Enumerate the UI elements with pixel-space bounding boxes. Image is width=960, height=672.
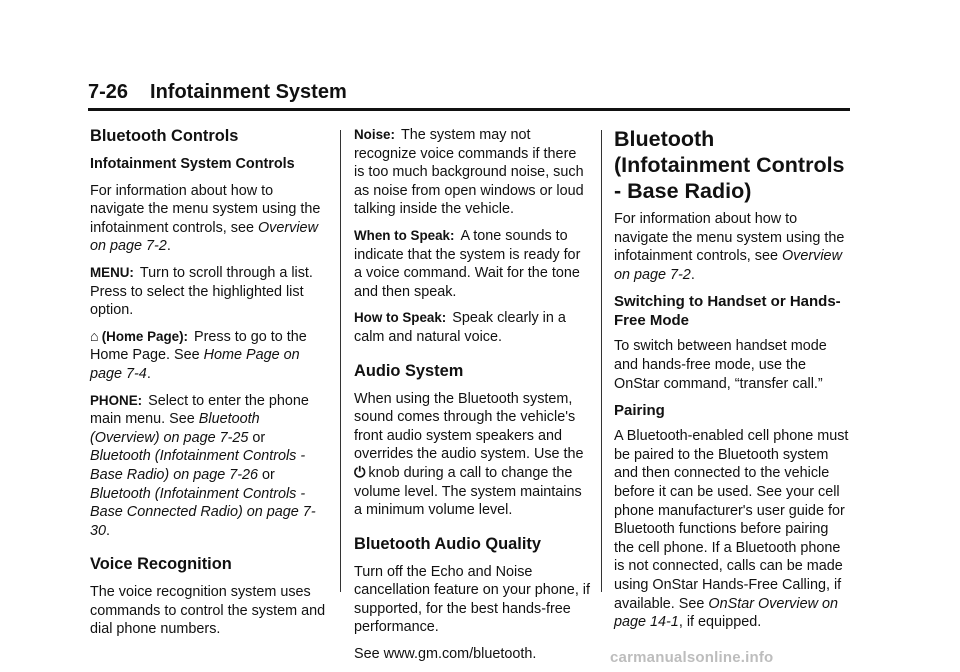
paragraph-navigate-2: For information about how to navigate the menu system using the infotainment controls, see Overview on page 7-2. (614, 211, 845, 283)
phone-label: PHONE: (90, 392, 143, 408)
paragraph-navigate: For information about how to navigate the menu system using the infotainment controls, see Overview on page 7-2. (90, 182, 321, 255)
column-divider-1 (340, 130, 341, 592)
paragraph-switching: To switch between handset mode and hands-free mode, use the OnStar command, “transfer call.” (614, 338, 827, 392)
home-label: (Home Page): (101, 328, 189, 344)
heading-audio-system: Audio System (354, 361, 464, 380)
column-3 (614, 126, 852, 640)
noise-label: Noise: (354, 127, 395, 142)
link-overview-2[interactable]: Overview on page 7-2 (614, 248, 842, 283)
paragraph-menu: MENU: Turn to scroll through a list. Press to select the highlighted list option. (90, 264, 313, 319)
subheading-infotainment-controls: Infotainment System Controls (90, 156, 295, 172)
link-bluetooth-overview[interactable]: Bluetooth (Overview) on page 7-25 (90, 411, 260, 446)
paragraph-noise: Noise: The system may not recognize voice commands if there is too much background noise, such as noise from open windows or loud talking inside the vehicle. (354, 127, 584, 218)
link-bluetooth-base-radio[interactable]: Bluetooth (Infotainment Controls - Base Radio) on page 7-26 (90, 448, 306, 483)
heading-pairing: Pairing (614, 402, 665, 420)
link-home-page[interactable]: Home Page on page 7-4 (90, 347, 300, 382)
paragraph-quality: Turn off the Echo and Noise cancellation feature on your phone, if supported, for the best hands-free performance. (354, 563, 591, 636)
chapter-title: Infotainment System (150, 81, 347, 103)
column-divider-2 (601, 130, 602, 592)
link-onstar-overview[interactable]: OnStar Overview on page 14-1 (614, 595, 838, 631)
paragraph-home: ⌂ (Home Page): Press to go to the Home Page. See Home Page on page 7-4. (90, 328, 307, 382)
paragraph-audio: When using the Bluetooth system, sound comes through the vehicle's front audio system speakers and overrides the audio system. Use the ⏻ knob during a call to change the volume level. The system maintains a minimum volume level. (354, 390, 584, 519)
heading-bluetooth-controls: Bluetooth Controls (90, 127, 239, 145)
link-bluetooth-base-connected[interactable]: Bluetooth (Infotainment Controls - Base Connected Radio) on page 7-30 (90, 485, 316, 539)
home-icon: ⌂ (90, 328, 99, 345)
power-knob-icon: ⏻ (354, 464, 366, 481)
page-header (88, 78, 850, 111)
when-label: When to Speak: (354, 227, 455, 243)
heading-voice-recognition: Voice Recognition (90, 555, 232, 574)
menu-label: MENU: (90, 264, 134, 280)
column-1 (90, 126, 328, 647)
paragraph-how-to-speak: How to Speak: Speak clearly in a calm and natural voice. (354, 310, 566, 345)
link-overview[interactable]: Overview on page 7-2 (90, 219, 318, 255)
paragraph-see-website: See www.gm.com/bluetooth. (354, 646, 537, 663)
watermark: carmanualsonline.info (610, 649, 774, 666)
paragraph-phone: PHONE: Select to enter the phone main menu. See Bluetooth (Overview) on page 7-25 or Bluetooth (Infotainment Controls - Base Radio) on page 7-26 or Bluetooth (Infotainment Controls - Base Connected Radio) on page 7-30. (90, 392, 316, 539)
paragraph-voice: The voice recognition system uses commands to control the system and dial phone numbers. (90, 584, 326, 638)
paragraph-when-to-speak: When to Speak: A tone sounds to indicate that the system is ready for a voice command. Wait for the tone and then speak. (354, 227, 581, 300)
heading-switching: Switching to Handset or Hands-Free Mode (614, 293, 841, 330)
column-2 (354, 126, 590, 672)
how-label: How to Speak: (354, 310, 447, 326)
paragraph-pairing: A Bluetooth-enabled cell phone must be paired to the Bluetooth system and then connected to the vehicle before it can be used. See your cell phone manufacturer's user guide for Bluetooth functions before pairing the cell phone. If a Bluetooth phone is not connected, calls can be made using OnStar Hands-Free Calling, if available. See OnStar Overview on page 14-1, if equipped. (614, 428, 849, 631)
heading-bluetooth-base-radio: Bluetooth (Infotainment Controls - Base Radio) (614, 127, 845, 203)
heading-audio-quality: Bluetooth Audio Quality (354, 534, 541, 553)
page-number: 7-26 (88, 81, 129, 103)
